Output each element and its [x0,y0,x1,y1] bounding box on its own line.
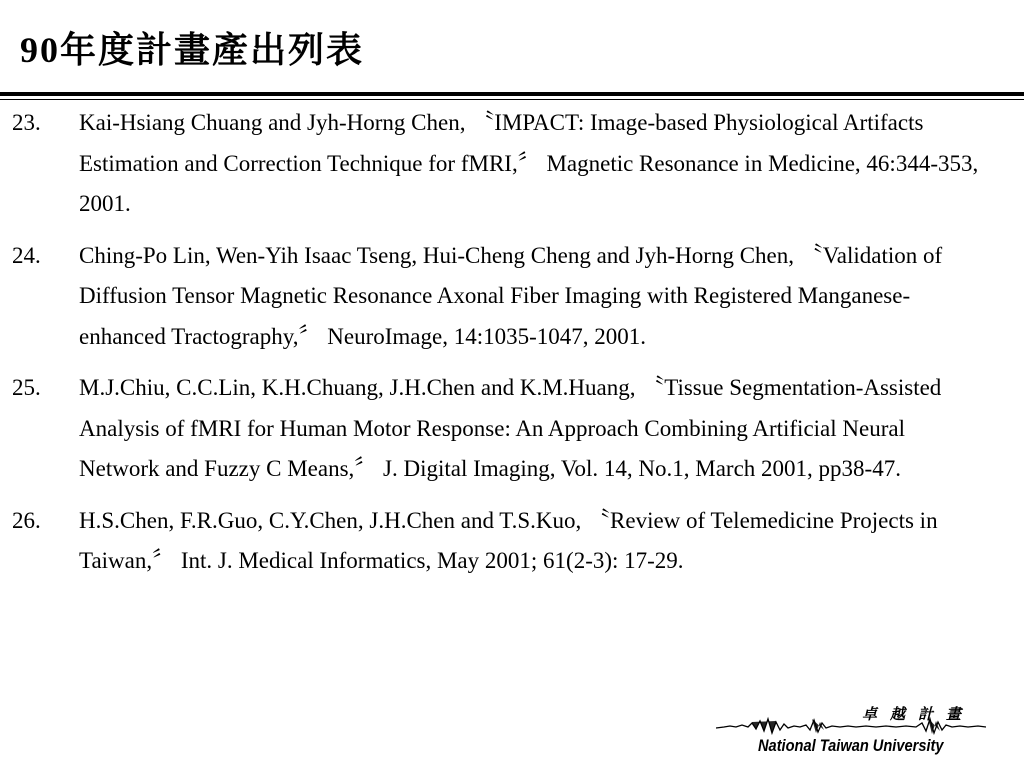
title-divider-thick [0,92,1024,96]
reference-item [0,236,1024,358]
reference-number: 26. [12,507,41,533]
reference-item [0,368,1024,490]
reference-number: 25. [12,375,41,400]
title-divider-thin [0,99,1024,100]
reference-text: M.J.Chiu, C.C.Lin, K.H.Chuang, J.H.Chen and K.M.Huang, 〝Tissue Segmentation-Assisted Analysis of fMRI for Human Motor Response: An Approach Combining Artificial Neural Network and Fuzzy C Means,〞 J. Digital Imaging, Vol. 14, No.1, March 2001, pp38-47. [79,375,942,481]
reference-number: 23. [12,110,41,135]
reference-number: 24. [12,242,41,268]
reference-text: Ching-Po Lin, Wen-Yih Isaac Tseng, Hui-Cheng Cheng and Jyh-Horng Chen, 〝Validation of Diffusion Tensor Magnetic Resonance Axonal Fiber Imaging with Registered Manganese-enhanced Tractography,〞 NeuroImage, 14:1035-1047, 2001. [79,242,943,349]
reference-item [0,501,1024,582]
reference-item [0,103,1024,225]
reference-list [0,103,1024,593]
university-logo [716,702,986,760]
reference-text: Kai-Hsiang Chuang and Jyh-Horng Chen, 〝IMPACT: Image-based Physiological Artifacts Estimation and Correction Technique for fMRI,〞 Magnetic Resonance in Medicine, 46:344-353, 2001. [79,110,979,216]
university-name: National Taiwan University [758,736,944,755]
program-name: 卓越計畫 [862,705,975,723]
reference-text: H.S.Chen, F.R.Guo, C.Y.Chen, J.H.Chen and T.S.Kuo, 〝Review of Telemedicine Projects in Taiwan,〞 Int. J. Medical Informatics, May 2001; 61(2-3): 17-29. [79,507,938,573]
slide-title: 90年度計畫產出列表 [20,30,365,70]
